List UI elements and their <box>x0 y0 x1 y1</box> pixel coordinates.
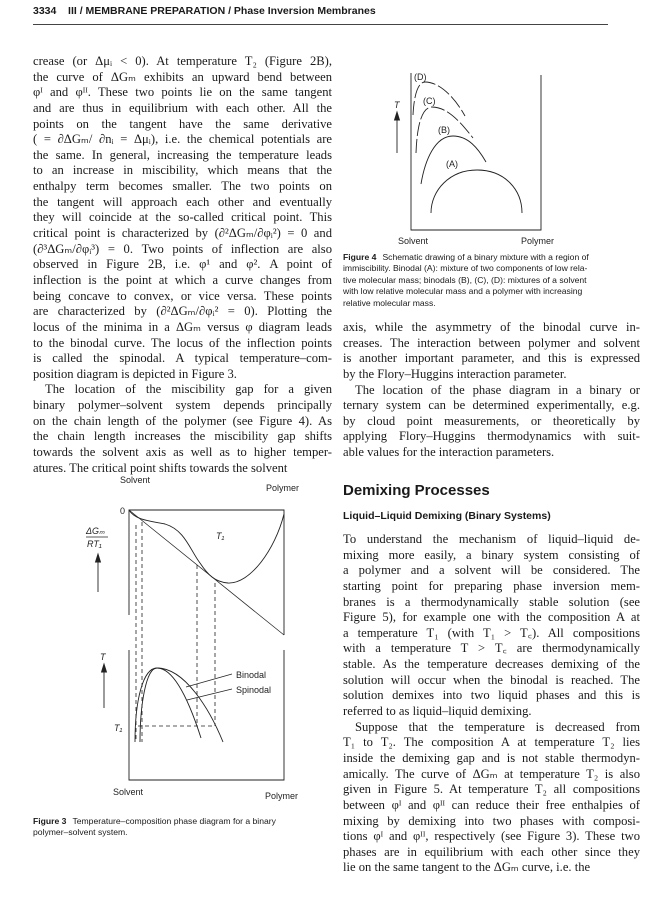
text-line: The location of the phase diagram in a binary or <box>355 382 640 397</box>
figure4-diagram <box>394 72 554 246</box>
text-line: given in Figure 5. At temperature T₂ all compositions <box>343 782 640 797</box>
text-line: ternary system can be determined experimentally, e.g. <box>343 398 640 413</box>
text-line: Figure 5), for example one with the composition A at <box>343 610 640 625</box>
text-line: locus of the minima in a ΔGₘ versus φ diagram leads <box>33 319 332 334</box>
text-line: axis, while the asymmetry of the binodal curve in- <box>343 320 640 334</box>
caption-line: Schematic drawing of a binary mixture with a region of <box>382 252 589 262</box>
text-line: being concave to convex, or vice versa. These points <box>33 288 332 303</box>
text-line: lie on the same tangent to the ΔGₘ curve, i.e. the <box>343 860 591 875</box>
text-line: by cloud point measurements, or theoretically by <box>343 413 640 428</box>
solvent-top-label: Solvent <box>120 475 151 485</box>
text-line: with a temperature T > T꜀ are thermodynamically <box>343 641 640 656</box>
text-line: referred to as liquid–liquid demixing. <box>343 704 532 719</box>
arrow-head-icon <box>395 112 400 120</box>
text-line: and are thus in equilibrium with each other. All the <box>33 100 332 115</box>
caption-line: with low relative molecular mass and a polymer with increasing <box>343 286 583 297</box>
text-line: φᴵ and φᴵᴵ. These two points lie on the same tangent <box>33 85 332 100</box>
text-line: points on the tangent have the same derivative <box>33 116 332 131</box>
common-tangent <box>129 510 284 635</box>
section-subheading: Liquid–Liquid Demixing (Binary Systems) <box>343 510 551 522</box>
projection-lines <box>136 522 215 742</box>
t-axis-label: T <box>100 652 106 662</box>
running-title: III / MEMBRANE PREPARATION / Phase Inversion Membranes <box>68 5 376 17</box>
text-line: (∂³ΔGₘ/∂φᵢ³) = 0. Two points of inflection are also <box>33 241 332 256</box>
caption-line: Temperature–composition phase diagram for a binary <box>72 816 276 826</box>
y-axis-numerator: ΔGₘ <box>86 526 105 536</box>
text-line: tions φᴵ and φᴵᴵ, respectively (see Figure 3). These two <box>343 829 640 844</box>
text-line: The location of the miscibility gap for a given <box>45 382 332 397</box>
text-line: To understand the mechanism of liquid–liquid de- <box>343 532 640 546</box>
text-line: crease (or Δμᵢ < 0). At temperature T₂ (Figure 2B), <box>33 54 332 68</box>
text-line: solution will occur when the binodal is reached. The <box>343 672 640 687</box>
binodal-label: Binodal <box>236 670 267 680</box>
text-line: between φᴵ and φᴵᴵ can reduce their free enthalpies of <box>343 797 640 812</box>
y-axis-denominator: RT₁ <box>87 539 102 549</box>
text-line: to an increase in miscibility, which means that the <box>33 163 332 178</box>
curve-label-a: (A) <box>446 159 458 169</box>
t-axis-label: T <box>394 100 400 110</box>
text-line: critical point is characterized by (∂²ΔGₘ/∂φᵢ²) = 0 and <box>33 226 332 241</box>
text-line: to the binodal curve. The locus of the inflection points <box>33 335 332 350</box>
text-line: the tangent will approach each other and eventually <box>33 194 332 209</box>
text-line: mixing by demixing into two phases with composi- <box>343 813 640 828</box>
caption-line: immiscibility. Binodal (A): mixture of two components of low rela- <box>343 263 588 274</box>
text-line: a temperature T₁ (with T₁ > T꜀). All compositions <box>343 625 640 640</box>
spinodal-label: Spinodal <box>236 685 272 695</box>
text-line: on the chain length of the polymer (see Figure 4). As <box>33 413 332 428</box>
page-number: 3334 <box>33 5 57 17</box>
text-line: they will coincide at the so-called critical point. This <box>33 210 332 225</box>
text-line: branes is a thermodynamically stable solution (see <box>343 594 640 609</box>
figure3-diagram <box>85 475 299 801</box>
caption-line: tive molecular mass; binodals (B), (C), (D): mixtures of a solvent <box>343 274 587 285</box>
text-line: mixing more easily, a binary system consisting of <box>343 547 640 562</box>
free-energy-curve <box>129 510 284 583</box>
curve-label-d: (D) <box>414 72 427 82</box>
spinodal-curve <box>140 668 201 742</box>
text-line: stable. As the temperature decreases demixing of the <box>343 657 640 672</box>
solvent-bottom-label: Solvent <box>113 787 144 797</box>
t1-axis-label: T₁ <box>114 723 123 733</box>
t1-curve-label: T₁ <box>216 531 225 541</box>
arrow-head-icon <box>102 664 107 672</box>
text-line: inside the demixing gap and is not stable thermodyn- <box>343 750 640 765</box>
caption-line: polymer–solvent system. <box>33 827 128 838</box>
text-line: observed in Figure 2B, i.e. φ¹ and φ². A point of <box>33 257 332 272</box>
text-line: T₁ to T₂. The composition A at temperature T₂ lies <box>343 735 640 750</box>
text-line: is called the spinodal. A typical temperature–com- <box>33 351 332 366</box>
polymer-top-label: Polymer <box>266 483 300 493</box>
figure4-label: Figure 4 <box>343 252 377 262</box>
text-line: enthalpy term becomes smaller. The two points on <box>33 179 332 194</box>
zero-label: 0 <box>120 506 126 516</box>
text-line: phases are in equilibrium with each other since they <box>343 844 640 859</box>
section-heading: Demixing Processes <box>343 482 490 499</box>
text-line: binary polymer–solvent system depends principally <box>33 398 332 413</box>
label-leaders <box>186 674 232 700</box>
binodal-curve <box>135 668 223 742</box>
solvent-label: Solvent <box>398 236 429 246</box>
polymer-label: Polymer <box>521 236 555 246</box>
caption-line: relative molecular mass. <box>343 297 436 308</box>
curve-label-b: (B) <box>438 125 450 135</box>
text-line: amically. The curve of ΔGₘ at temperature T₂ is also <box>343 766 640 781</box>
curve-label-c: (C) <box>423 96 436 106</box>
polymer-bottom-label: Polymer <box>265 791 299 801</box>
binodal-d <box>413 82 465 116</box>
text-line: position diagram is depicted in Figure 3. <box>33 366 237 381</box>
text-line: a polymer and a solvent will be considered. The <box>343 563 640 578</box>
figure3-label: Figure 3 <box>33 816 67 826</box>
text-line: atures. The critical point shifts towards the solvent <box>33 460 288 475</box>
arrow-head-icon <box>96 554 101 562</box>
text-line: creases. The interaction between polymer and solvent <box>343 335 640 350</box>
text-line: Suppose that the temperature is decreased from <box>355 719 640 734</box>
text-line: inflection is the point at which a curve changes from <box>33 272 332 287</box>
binodal-a <box>431 170 522 213</box>
text-line: are characterized by (∂²ΔGₘ/∂φᵢ² = 0). Plotting the <box>33 304 332 319</box>
text-line: is another important parameter, and this is expressed <box>343 351 640 366</box>
text-line: towards the solvent axis as well as to higher temper- <box>33 445 332 460</box>
text-line: starting point for preparing phase inversion mem- <box>343 578 640 593</box>
text-line: the curve of ΔGₘ exhibits an upward bend between <box>33 69 332 84</box>
text-line: applying Flory–Huggins thermodynamics with suit- <box>343 429 640 444</box>
text-line: ( = ∂ΔGₘ/ ∂nᵢ = Δμᵢ), i.e. the chemical potentials are <box>33 132 332 147</box>
text-line: by the Flory–Huggins interaction parameter. <box>343 366 567 381</box>
text-line: able values for the interaction parameters. <box>343 445 555 460</box>
text-line: the same. In general, increasing the temperature leads <box>33 147 332 162</box>
text-line: solution demixes into two liquid phases and this is <box>343 688 640 703</box>
text-line: the chain length increases the miscibility gap shifts <box>33 429 332 444</box>
